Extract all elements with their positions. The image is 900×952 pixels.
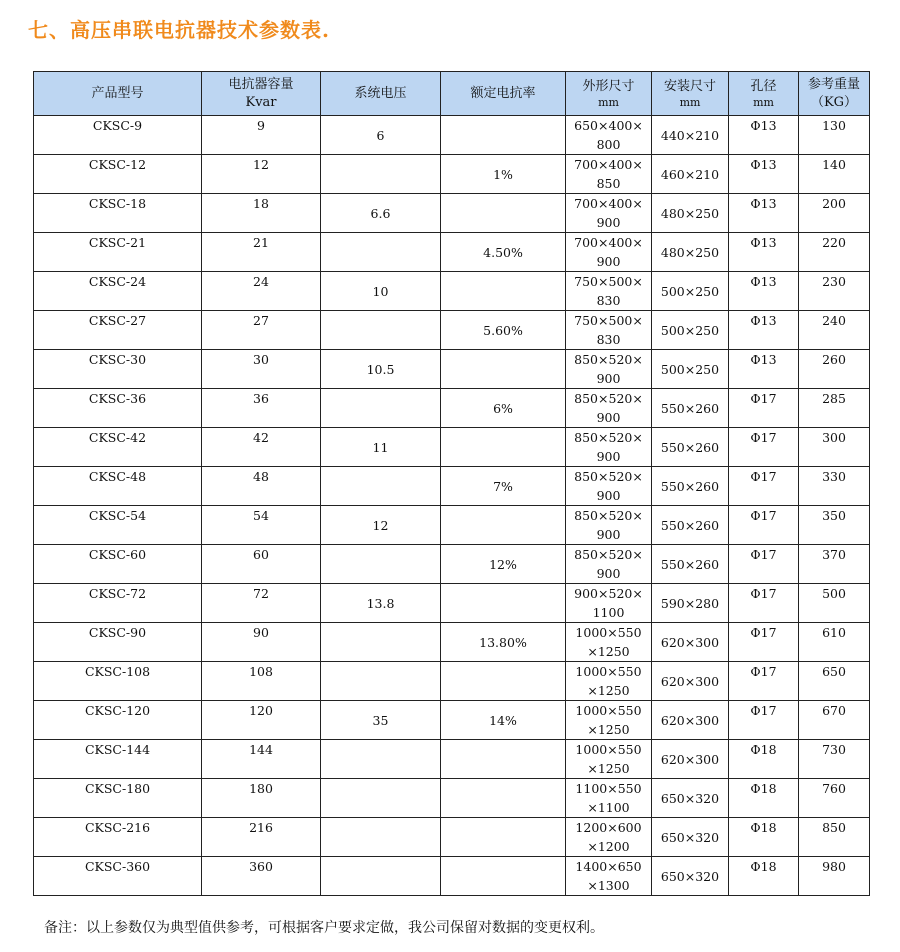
model-cell: CKSC-12 bbox=[34, 155, 202, 194]
dimensions-cell bbox=[566, 350, 652, 389]
mounting-cell: 500×250 bbox=[652, 311, 729, 350]
dimensions-line-2: 900 bbox=[596, 488, 621, 503]
footnote: 备注：以上参数仅为典型值供参考，可根据客户要求定做，我公司保留对数据的变更权利。 bbox=[44, 920, 604, 936]
capacity-cell: 24 bbox=[202, 272, 321, 311]
reactance-cell: 13.80% bbox=[441, 623, 566, 662]
spec-table bbox=[33, 71, 870, 896]
reactance-cell bbox=[441, 779, 566, 818]
dimensions-line-2: 830 bbox=[596, 293, 621, 308]
hole-cell: Φ17 bbox=[729, 701, 799, 740]
mounting-cell: 550×260 bbox=[652, 545, 729, 584]
dimensions-line-2: ×1300 bbox=[587, 878, 630, 893]
weight-cell: 500 bbox=[799, 584, 870, 623]
reactance-cell: 5.60% bbox=[441, 311, 566, 350]
table-row bbox=[34, 311, 870, 350]
dimensions-cell bbox=[566, 545, 652, 584]
dimensions-cell bbox=[566, 779, 652, 818]
dimensions-line-2: 1100 bbox=[592, 605, 625, 620]
dimensions-cell bbox=[566, 428, 652, 467]
table-row bbox=[34, 389, 870, 428]
reactance-cell bbox=[441, 428, 566, 467]
dimensions-cell bbox=[566, 701, 652, 740]
table-row bbox=[34, 623, 870, 662]
reactance-cell bbox=[441, 857, 566, 896]
voltage-cell: 10 bbox=[321, 272, 441, 311]
hole-cell: Φ17 bbox=[729, 506, 799, 545]
model-cell: CKSC-216 bbox=[34, 818, 202, 857]
mounting-cell: 620×300 bbox=[652, 701, 729, 740]
dimensions-cell bbox=[566, 116, 652, 155]
model-cell: CKSC-144 bbox=[34, 740, 202, 779]
reactance-cell: 6% bbox=[441, 389, 566, 428]
dimensions-line-2: 900 bbox=[596, 410, 621, 425]
hole-cell: Φ17 bbox=[729, 584, 799, 623]
dimensions-line-1: 850×520× bbox=[574, 391, 643, 406]
reactance-cell: 7% bbox=[441, 467, 566, 506]
model-cell: CKSC-30 bbox=[34, 350, 202, 389]
header-capacity: 电抗器容量 Kvar bbox=[202, 72, 321, 116]
dimensions-line-2: 830 bbox=[596, 332, 621, 347]
dimensions-line-1: 750×500× bbox=[574, 313, 643, 328]
capacity-cell: 360 bbox=[202, 857, 321, 896]
model-cell: CKSC-180 bbox=[34, 779, 202, 818]
dimensions-cell bbox=[566, 623, 652, 662]
dimensions-line-1: 1000×550 bbox=[575, 742, 642, 757]
hole-cell: Φ17 bbox=[729, 623, 799, 662]
dimensions-line-2: ×1250 bbox=[587, 644, 630, 659]
model-cell: CKSC-90 bbox=[34, 623, 202, 662]
capacity-cell: 21 bbox=[202, 233, 321, 272]
capacity-cell: 30 bbox=[202, 350, 321, 389]
weight-cell: 650 bbox=[799, 662, 870, 701]
header-mounting: 安装尺寸 mm bbox=[652, 72, 729, 116]
table-row bbox=[34, 818, 870, 857]
table-header-row bbox=[34, 72, 870, 116]
dimensions-line-1: 750×500× bbox=[574, 274, 643, 289]
dimensions-line-1: 1400×650 bbox=[575, 859, 642, 874]
table-row bbox=[34, 272, 870, 311]
capacity-cell: 180 bbox=[202, 779, 321, 818]
voltage-cell: 13.8 bbox=[321, 584, 441, 623]
capacity-cell: 48 bbox=[202, 467, 321, 506]
hole-cell: Φ18 bbox=[729, 740, 799, 779]
hole-cell: Φ17 bbox=[729, 545, 799, 584]
header-model: 产品型号 bbox=[34, 72, 202, 116]
table-row bbox=[34, 740, 870, 779]
hole-cell: Φ13 bbox=[729, 155, 799, 194]
dimensions-line-1: 1000×550 bbox=[575, 703, 642, 718]
dimensions-line-2: 900 bbox=[596, 371, 621, 386]
weight-cell: 350 bbox=[799, 506, 870, 545]
table-row bbox=[34, 662, 870, 701]
voltage-cell: 12 bbox=[321, 506, 441, 545]
capacity-cell: 144 bbox=[202, 740, 321, 779]
mounting-cell: 650×320 bbox=[652, 818, 729, 857]
mounting-cell: 480×250 bbox=[652, 194, 729, 233]
dimensions-cell bbox=[566, 311, 652, 350]
capacity-cell: 72 bbox=[202, 584, 321, 623]
hole-cell: Φ17 bbox=[729, 662, 799, 701]
dimensions-line-2: ×1250 bbox=[587, 683, 630, 698]
model-cell: CKSC-48 bbox=[34, 467, 202, 506]
dimensions-cell bbox=[566, 272, 652, 311]
dimensions-line-2: ×1100 bbox=[587, 800, 630, 815]
dimensions-line-2: 900 bbox=[596, 254, 621, 269]
voltage-cell: 10.5 bbox=[321, 350, 441, 389]
reactance-cell: 12% bbox=[441, 545, 566, 584]
model-cell: CKSC-60 bbox=[34, 545, 202, 584]
dimensions-line-1: 700×400× bbox=[574, 196, 643, 211]
reactance-cell bbox=[441, 116, 566, 155]
weight-cell: 370 bbox=[799, 545, 870, 584]
hole-cell: Φ13 bbox=[729, 233, 799, 272]
capacity-cell: 12 bbox=[202, 155, 321, 194]
weight-cell: 285 bbox=[799, 389, 870, 428]
model-cell: CKSC-24 bbox=[34, 272, 202, 311]
voltage-cell bbox=[321, 818, 441, 857]
model-cell: CKSC-72 bbox=[34, 584, 202, 623]
table-row bbox=[34, 467, 870, 506]
weight-cell: 670 bbox=[799, 701, 870, 740]
capacity-cell: 216 bbox=[202, 818, 321, 857]
dimensions-line-1: 850×520× bbox=[574, 352, 643, 367]
dimensions-cell bbox=[566, 740, 652, 779]
dimensions-cell bbox=[566, 506, 652, 545]
reactance-cell bbox=[441, 272, 566, 311]
dimensions-line-1: 900×520× bbox=[574, 586, 643, 601]
dimensions-line-1: 1200×600 bbox=[575, 820, 642, 835]
voltage-cell: 6 bbox=[321, 116, 441, 155]
capacity-cell: 27 bbox=[202, 311, 321, 350]
model-cell: CKSC-54 bbox=[34, 506, 202, 545]
hole-cell: Φ17 bbox=[729, 428, 799, 467]
table-row bbox=[34, 584, 870, 623]
voltage-cell bbox=[321, 545, 441, 584]
hole-cell: Φ13 bbox=[729, 311, 799, 350]
hole-cell: Φ13 bbox=[729, 194, 799, 233]
voltage-cell bbox=[321, 662, 441, 701]
dimensions-line-1: 1100×550 bbox=[575, 781, 642, 796]
mounting-cell: 620×300 bbox=[652, 623, 729, 662]
dimensions-cell bbox=[566, 194, 652, 233]
hole-cell: Φ13 bbox=[729, 350, 799, 389]
voltage-cell bbox=[321, 311, 441, 350]
dimensions-line-1: 700×400× bbox=[574, 157, 643, 172]
header-weight: 参考重量 （KG） bbox=[799, 72, 870, 116]
reactance-cell bbox=[441, 350, 566, 389]
mounting-cell: 500×250 bbox=[652, 272, 729, 311]
voltage-cell: 35 bbox=[321, 701, 441, 740]
hole-cell: Φ18 bbox=[729, 779, 799, 818]
dimensions-line-2: 850 bbox=[596, 176, 621, 191]
dimensions-line-2: 900 bbox=[596, 215, 621, 230]
weight-cell: 730 bbox=[799, 740, 870, 779]
voltage-cell bbox=[321, 155, 441, 194]
dimensions-cell bbox=[566, 233, 652, 272]
dimensions-line-2: 900 bbox=[596, 566, 621, 581]
mounting-cell: 550×260 bbox=[652, 428, 729, 467]
table-row bbox=[34, 116, 870, 155]
table-row bbox=[34, 233, 870, 272]
hole-cell: Φ18 bbox=[729, 818, 799, 857]
mounting-cell: 590×280 bbox=[652, 584, 729, 623]
dimensions-cell bbox=[566, 584, 652, 623]
dimensions-line-1: 850×520× bbox=[574, 547, 643, 562]
capacity-cell: 36 bbox=[202, 389, 321, 428]
table-row bbox=[34, 701, 870, 740]
mounting-cell: 620×300 bbox=[652, 740, 729, 779]
dimensions-cell bbox=[566, 662, 652, 701]
model-cell: CKSC-42 bbox=[34, 428, 202, 467]
reactance-cell bbox=[441, 584, 566, 623]
weight-cell: 850 bbox=[799, 818, 870, 857]
voltage-cell: 6.6 bbox=[321, 194, 441, 233]
dimensions-line-2: 800 bbox=[596, 137, 621, 152]
mounting-cell: 550×260 bbox=[652, 389, 729, 428]
dimensions-line-1: 650×400× bbox=[574, 118, 643, 133]
hole-cell: Φ17 bbox=[729, 389, 799, 428]
hole-cell: Φ17 bbox=[729, 467, 799, 506]
reactance-cell: 1% bbox=[441, 155, 566, 194]
model-cell: CKSC-9 bbox=[34, 116, 202, 155]
voltage-cell bbox=[321, 779, 441, 818]
mounting-cell: 480×250 bbox=[652, 233, 729, 272]
capacity-cell: 90 bbox=[202, 623, 321, 662]
voltage-cell bbox=[321, 623, 441, 662]
table-row bbox=[34, 779, 870, 818]
header-hole: 孔径 mm bbox=[729, 72, 799, 116]
header-reactance: 额定电抗率 bbox=[441, 72, 566, 116]
dimensions-cell bbox=[566, 155, 652, 194]
reactance-cell bbox=[441, 740, 566, 779]
model-cell: CKSC-27 bbox=[34, 311, 202, 350]
dimensions-line-2: ×1250 bbox=[587, 761, 630, 776]
mounting-cell: 500×250 bbox=[652, 350, 729, 389]
capacity-cell: 54 bbox=[202, 506, 321, 545]
weight-cell: 980 bbox=[799, 857, 870, 896]
dimensions-line-2: 900 bbox=[596, 449, 621, 464]
mounting-cell: 550×260 bbox=[652, 506, 729, 545]
weight-cell: 140 bbox=[799, 155, 870, 194]
dimensions-line-1: 850×520× bbox=[574, 430, 643, 445]
table-row bbox=[34, 428, 870, 467]
mounting-cell: 650×320 bbox=[652, 857, 729, 896]
weight-cell: 200 bbox=[799, 194, 870, 233]
capacity-cell: 108 bbox=[202, 662, 321, 701]
mounting-cell: 460×210 bbox=[652, 155, 729, 194]
capacity-cell: 18 bbox=[202, 194, 321, 233]
voltage-cell bbox=[321, 467, 441, 506]
weight-cell: 230 bbox=[799, 272, 870, 311]
capacity-cell: 42 bbox=[202, 428, 321, 467]
weight-cell: 240 bbox=[799, 311, 870, 350]
voltage-cell bbox=[321, 857, 441, 896]
table-row bbox=[34, 545, 870, 584]
capacity-cell: 120 bbox=[202, 701, 321, 740]
dimensions-cell bbox=[566, 389, 652, 428]
table-row bbox=[34, 194, 870, 233]
hole-cell: Φ13 bbox=[729, 116, 799, 155]
table-row bbox=[34, 350, 870, 389]
model-cell: CKSC-120 bbox=[34, 701, 202, 740]
dimensions-line-1: 1000×550 bbox=[575, 664, 642, 679]
mounting-cell: 440×210 bbox=[652, 116, 729, 155]
model-cell: CKSC-21 bbox=[34, 233, 202, 272]
reactance-cell bbox=[441, 662, 566, 701]
voltage-cell bbox=[321, 233, 441, 272]
capacity-cell: 60 bbox=[202, 545, 321, 584]
table-row bbox=[34, 506, 870, 545]
table-row bbox=[34, 857, 870, 896]
weight-cell: 130 bbox=[799, 116, 870, 155]
dimensions-line-1: 850×520× bbox=[574, 508, 643, 523]
reactance-cell bbox=[441, 194, 566, 233]
dimensions-line-1: 700×400× bbox=[574, 235, 643, 250]
capacity-cell: 9 bbox=[202, 116, 321, 155]
dimensions-cell bbox=[566, 467, 652, 506]
mounting-cell: 650×320 bbox=[652, 779, 729, 818]
dimensions-cell bbox=[566, 818, 652, 857]
dimensions-line-2: ×1200 bbox=[587, 839, 630, 854]
hole-cell: Φ18 bbox=[729, 857, 799, 896]
header-dimensions: 外形尺寸 mm bbox=[566, 72, 652, 116]
table-row bbox=[34, 155, 870, 194]
reactance-cell bbox=[441, 506, 566, 545]
weight-cell: 610 bbox=[799, 623, 870, 662]
model-cell: CKSC-108 bbox=[34, 662, 202, 701]
model-cell: CKSC-18 bbox=[34, 194, 202, 233]
dimensions-line-1: 850×520× bbox=[574, 469, 643, 484]
weight-cell: 760 bbox=[799, 779, 870, 818]
dimensions-line-1: 1000×550 bbox=[575, 625, 642, 640]
dimensions-line-2: ×1250 bbox=[587, 722, 630, 737]
dimensions-cell bbox=[566, 857, 652, 896]
reactance-cell: 4.50% bbox=[441, 233, 566, 272]
model-cell: CKSC-360 bbox=[34, 857, 202, 896]
mounting-cell: 620×300 bbox=[652, 662, 729, 701]
voltage-cell: 11 bbox=[321, 428, 441, 467]
dimensions-line-2: 900 bbox=[596, 527, 621, 542]
mounting-cell: 550×260 bbox=[652, 467, 729, 506]
page-title: 七、高压串联电抗器技术参数表. bbox=[28, 18, 330, 42]
weight-cell: 330 bbox=[799, 467, 870, 506]
weight-cell: 260 bbox=[799, 350, 870, 389]
voltage-cell bbox=[321, 740, 441, 779]
reactance-cell bbox=[441, 818, 566, 857]
weight-cell: 300 bbox=[799, 428, 870, 467]
model-cell: CKSC-36 bbox=[34, 389, 202, 428]
header-voltage: 系统电压 bbox=[321, 72, 441, 116]
hole-cell: Φ13 bbox=[729, 272, 799, 311]
voltage-cell bbox=[321, 389, 441, 428]
weight-cell: 220 bbox=[799, 233, 870, 272]
reactance-cell: 14% bbox=[441, 701, 566, 740]
